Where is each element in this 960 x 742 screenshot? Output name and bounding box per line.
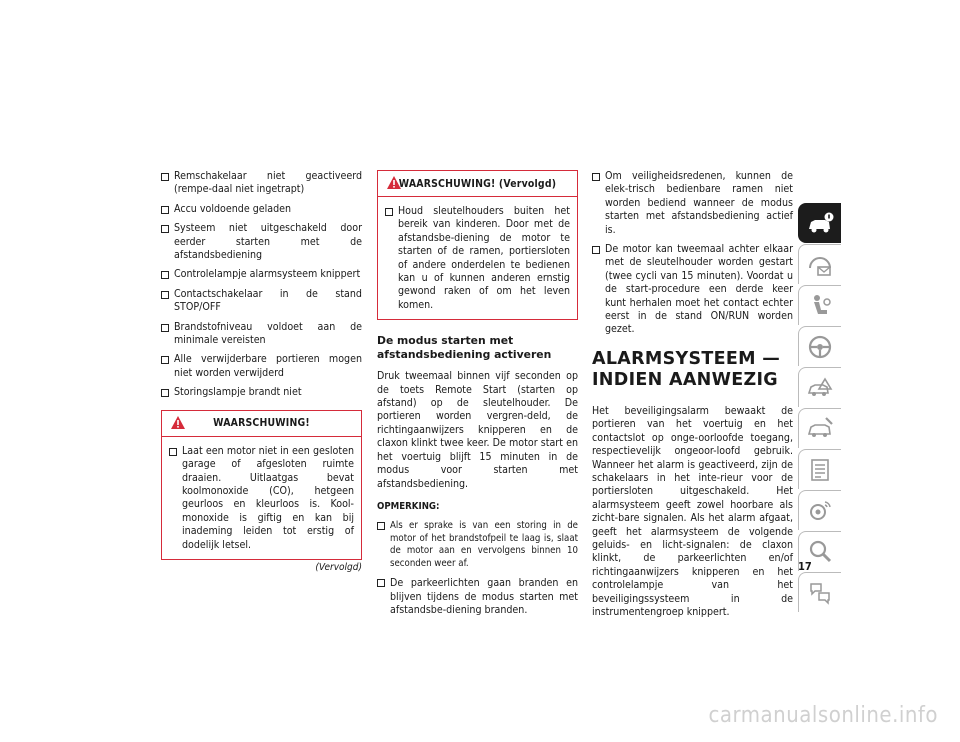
tab-dashboard[interactable]: [798, 244, 841, 284]
car-crash-icon: [805, 373, 835, 403]
checkbox-bullet-icon: [592, 246, 600, 254]
tab-language[interactable]: [798, 572, 841, 612]
warning-header: [378, 171, 577, 197]
checkbox-bullet-icon: [161, 271, 169, 279]
checkbox-bullet-icon: [161, 324, 169, 332]
list-item: Storingslampje brandt niet: [161, 386, 362, 399]
remote-start-list: [592, 170, 793, 337]
section-paragraph: Het beveiligingsalarm bewaakt de portieren van het voertuig en het contactslot op onge-oorloofde toegang, respectievelijk ongeoor-loofd gebruik. Wanneer het alarm is geactiveerd, zijn de schakelaars in het inte-rieur voor de portiersloten uitgeschakeld. Het alarmsysteem geeft zowel hoorbare als zicht-bare signalen. Als het alarm afgaat, geeft het alarmsysteem de volgende geluids- en licht-signalen: de claxon klinkt, de parkeerlichten en/of richtingaanwijzers knipperen en het controlelampje van het beveiligingssysteem in de instrumentengroep knippert.: [592, 404, 793, 618]
list-item: Laat een motor niet in een gesloten garage of afgesloten ruimte draaien. Uitlaatgas bevat koolmonoxide (CO), hetgeen geurloos en kleurloos is. Kool-monoxide is giftig en kan bij inademing leiden tot erstig of dodelijk letsel.: [169, 445, 354, 552]
list-item: Accu voldoende geladen: [161, 203, 362, 216]
notes-list: [377, 520, 578, 618]
checkbox-bullet-icon: [169, 448, 177, 456]
tab-emergency[interactable]: [798, 367, 841, 407]
tab-car-info[interactable]: [798, 203, 841, 243]
warning-title: WAARSCHUWING! (Vervolgd): [398, 177, 557, 190]
note-label: OPMERKING:: [377, 500, 440, 512]
list-item: De parkeerlichten gaan branden en blijven tijdens de modus starten met afstandsbe-diening branden.: [377, 577, 578, 617]
page-number: 17: [798, 560, 812, 573]
section-title: ALARMSYSTEEM — INDIEN AANWEZIG: [592, 348, 781, 390]
checklist-icon: [805, 455, 835, 485]
watermark: carmanualsonline.info: [708, 703, 938, 728]
warning-triangle-icon: [386, 175, 402, 190]
column-right: [592, 170, 793, 619]
checkbox-bullet-icon: [161, 206, 169, 214]
warning-body: [162, 437, 361, 559]
list-item: Om veiligheidsredenen, kunnen de elek-trisch bedienbare ramen niet worden bediend wanneer de modus starten met afstandsbediening actief is.: [592, 170, 793, 237]
tab-driving[interactable]: [798, 326, 841, 366]
checkbox-bullet-icon: [161, 225, 169, 233]
car-info-icon: [805, 209, 835, 239]
language-icon: [805, 578, 835, 608]
continued-label: (Vervolgd): [315, 561, 362, 573]
column-left: [161, 170, 362, 573]
warning-body: [378, 197, 577, 319]
checkbox-bullet-icon: [377, 579, 385, 587]
warning-header: [162, 411, 361, 437]
steering-wheel-icon: [805, 332, 835, 362]
warning-box: [161, 410, 362, 560]
tab-service[interactable]: [798, 408, 841, 448]
checkbox-bullet-icon: [592, 173, 600, 181]
warning-list: [169, 445, 354, 552]
list-item: Brandstofniveau voldoet aan de minimale vereisten: [161, 321, 362, 348]
tab-multimedia[interactable]: [798, 490, 841, 530]
list-item: De motor kan tweemaal achter elkaar met de sleutelhouder worden gestart (twee cycli van 15 minuten). Voordat u de start-procedure een derde keer kunt herhalen moet het contact echter eerst in de stand ON/RUN worden gezet.: [592, 243, 793, 337]
list-item: Als er sprake is van een storing in de motor of het brandstofpeil te laag is, slaat de motor aan en vervolgens binnen 10 seconden weer af.: [377, 520, 578, 570]
tab-specs[interactable]: [798, 449, 841, 489]
section-paragraph: Druk tweemaal binnen vijf seconden op de toets Remote Start (starten op afstand) op de sleutelhouder. De portieren worden vergren-deld, de richtingaanwijzers knipperen en de claxon klinkt twee keer. De motor start en het voertuig blijft 15 minuten in de modus voor starten met afstandsbediening.: [377, 370, 578, 490]
warning-box-continued: [377, 170, 578, 320]
warning-triangle-icon: [170, 415, 186, 430]
list-item: Alle verwijderbare portieren mogen niet worden verwijderd: [161, 353, 362, 380]
checkbox-bullet-icon: [377, 522, 385, 530]
list-item: Houd sleutelhouders buiten het bereik van kinderen. Door met de afstandsbe-diening de motor te starten of de ramen, portiersloten of andere onderdelen te bedienen kan u of kunnen anderen ernstig gewond raken of om het leven komen.: [385, 205, 570, 312]
warning-title: WAARSCHUWING!: [213, 417, 310, 430]
checkbox-bullet-icon: [161, 291, 169, 299]
requirements-list: [161, 170, 362, 400]
warning-list: [385, 205, 570, 312]
list-item: Controlelampje alarmsysteem knippert: [161, 268, 362, 281]
dashboard-mail-icon: [805, 250, 835, 280]
checkbox-bullet-icon: [161, 389, 169, 397]
chapter-tabs: [798, 203, 842, 613]
checkbox-bullet-icon: [161, 173, 169, 181]
car-service-icon: [805, 414, 835, 444]
checkbox-bullet-icon: [161, 356, 169, 364]
list-item: Contactschakelaar in de stand STOP/OFF: [161, 288, 362, 315]
section-heading: De modus starten met afstandsbediening activeren: [377, 334, 552, 362]
list-item: Systeem niet uitgeschakeld door eerder starten met de afstandsbediening: [161, 222, 362, 262]
seat-person-icon: [805, 291, 835, 321]
checkbox-bullet-icon: [385, 208, 393, 216]
tab-safety[interactable]: [798, 285, 841, 325]
gear-multimedia-icon: [805, 496, 835, 526]
list-item: Remschakelaar niet geactiveerd (rempe-daal niet ingetrapt): [161, 170, 362, 197]
column-middle: [377, 170, 578, 623]
